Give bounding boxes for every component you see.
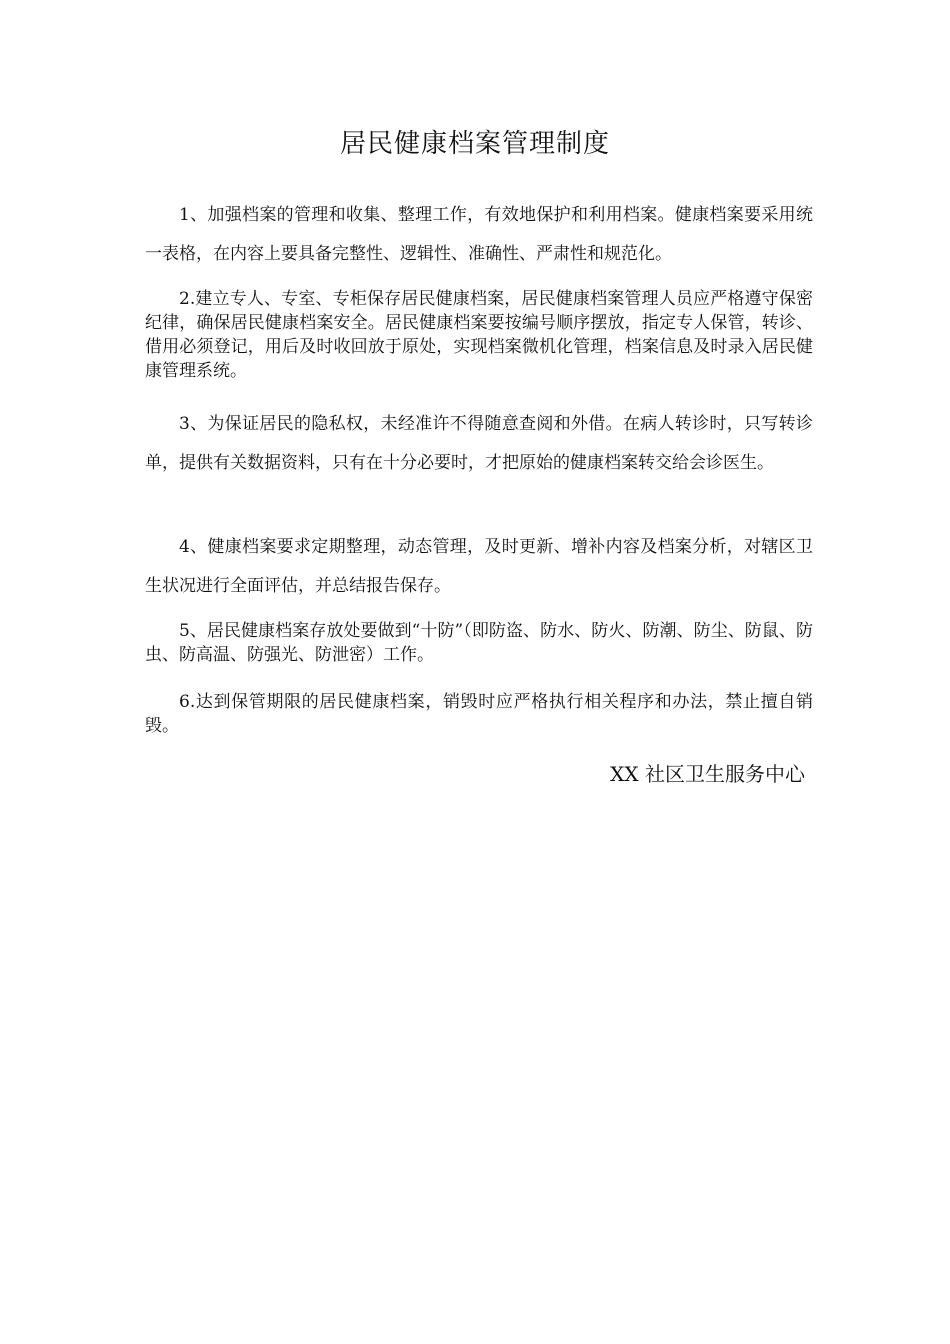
rule-paragraph-1: 1、加强档案的管理和收集、整理工作，有效地保护和利用档案。健康档案要采用统一表格，在内容上要具备完整性、逻辑性、准确性、严肃性和规范化。	[145, 205, 813, 264]
rule-paragraph-6: 6.达到保管期限的居民健康档案，销毁时应严格执行相关程序和办法，禁止擅自销毁。	[145, 692, 813, 736]
document-title: 居民健康档案管理制度	[339, 129, 610, 159]
issuer-signature: XX 社区卫生服务中心	[610, 762, 805, 786]
rule-paragraph-3: 3、为保证居民的隐私权，未经准许不得随意查阅和外借。在病人转诊时，只写转诊单，提供有关数据资料，只有在十分必要时，才把原始的健康档案转交给会诊医生。	[145, 414, 813, 473]
rule-paragraph-5: 5、居民健康档案存放处要做到“十防”（即防盗、防水、防火、防潮、防尘、防鼠、防虫、防高温、防强光、防泄密）工作。	[145, 621, 813, 665]
rule-paragraph-2: 2.建立专人、专室、专柜保存居民健康档案，居民健康档案管理人员应严格遵守保密纪律，确保居民健康档案安全。居民健康档案要按编号顺序摆放，指定专人保管，转诊、借用必须登记，用后及时收回放于原处，实现档案微机化管理，档案信息及时录入居民健康管理系统。	[145, 289, 813, 381]
rule-paragraph-4: 4、健康档案要求定期整理，动态管理，及时更新、增补内容及档案分析，对辖区卫生状况进行全面评估，并总结报告保存。	[145, 537, 813, 596]
